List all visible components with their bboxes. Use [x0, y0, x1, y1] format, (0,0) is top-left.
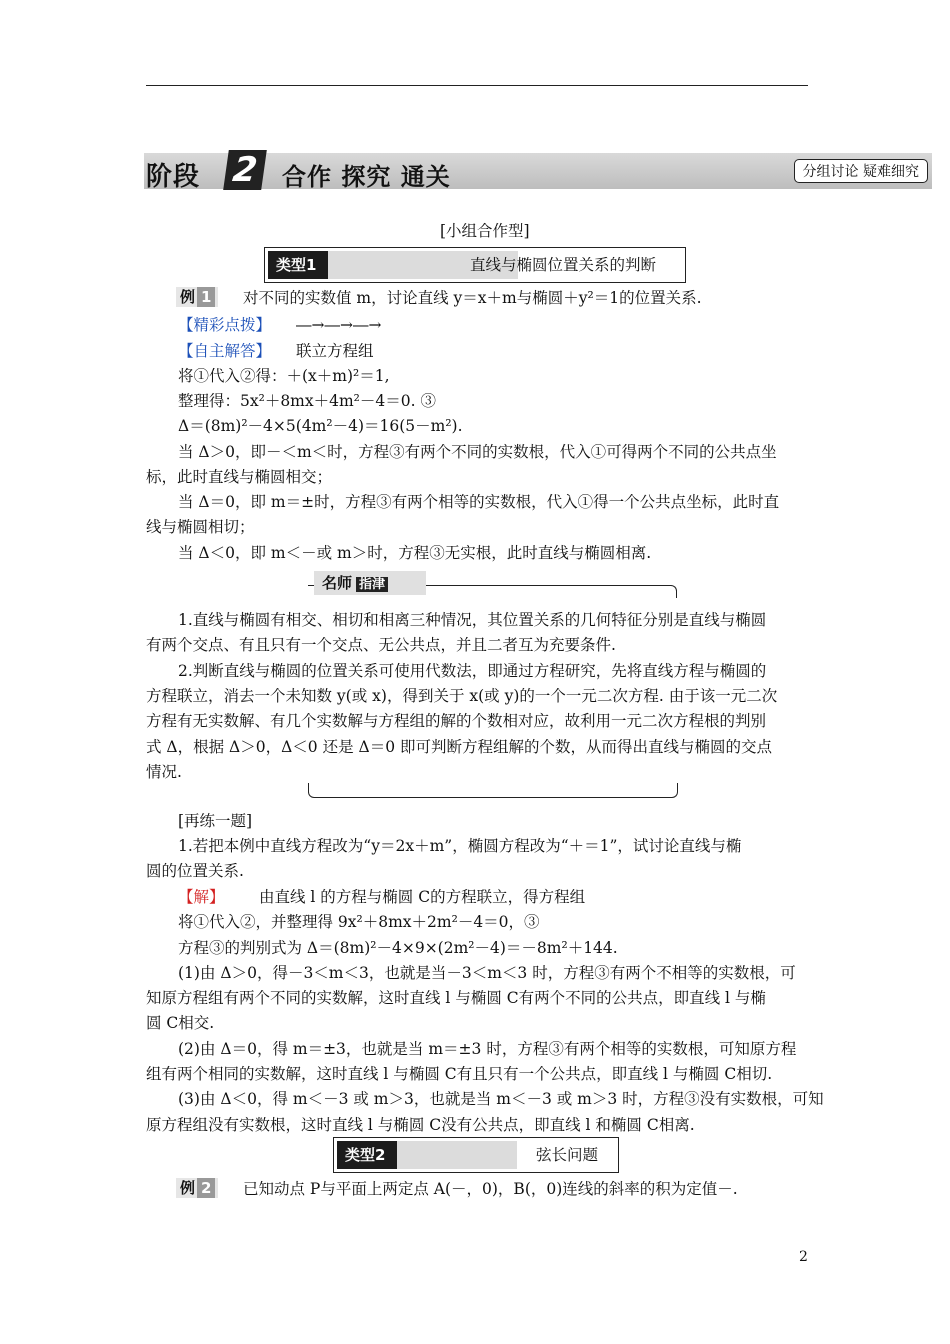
teacher-tab-text: 名师	[322, 574, 353, 592]
teacher-line: 1.直线与椭圆有相交、相切和相离三种情况，其位置关系的几何特征分别是直线与椭圆	[178, 611, 767, 629]
answer-line: Δ＝(8m)²－4×5(4m²－4)＝16(5－m²).	[178, 417, 463, 435]
stage-title: 合作 探究 通关	[282, 163, 451, 191]
example1-question: 对不同的实数值 m，讨论直线 y＝x＋m与椭圆＋y²＝1的位置关系.	[243, 289, 702, 307]
solution-line: 将①代入②，并整理得 9x²＋8mx＋2m²－4＝0，③	[178, 913, 540, 931]
example2-question: 已知动点 P与平面上两定点 A(－，0)，B(，0)连线的斜率的积为定值－.	[243, 1180, 738, 1198]
example1-badge	[176, 287, 218, 307]
teacher-line: 方程有无实数解、有几个实数解与方程组的解的个数相对应，故利用一元二次方程根的判别	[146, 712, 767, 730]
section-label: [小组合作型]	[440, 222, 530, 240]
page-number: 2	[799, 1249, 808, 1265]
stage-banner	[144, 150, 932, 192]
practice-question-line: 圆的位置关系.	[146, 862, 244, 880]
hint-arrows: ―→―→―→	[296, 316, 382, 334]
type2-label: 类型2	[337, 1141, 397, 1169]
type2-title: 弦长问题	[536, 1146, 599, 1164]
answer-line: 当 Δ＜0，即 m＜－或 m＞时，方程③无实根，此时直线与椭圆相离.	[178, 544, 652, 562]
solution-line: 方程③的判别式为 Δ＝(8m)²－4×9×(2m²－4)＝－8m²＋144.	[178, 939, 618, 957]
example2-badge-num: 2	[197, 1178, 215, 1198]
answer-label: 【自主解答】	[178, 342, 272, 360]
stage-tag: 分组讨论 疑难细究	[794, 159, 928, 183]
practice-question-line: 1.若把本例中直线方程改为“y＝2x＋m”，椭圆方程改为“＋＝1”，试讨论直线与椭	[178, 837, 742, 855]
answer-line: 当 Δ＝0，即 m＝±时，方程③有两个相等的实数根，代入①得一个公共点坐标，此时直	[178, 493, 780, 511]
teacher-tab	[314, 571, 426, 595]
solution-line: 组有两个相同的实数解，这时直线 l 与椭圆 C有且只有一个公共点，即直线 l 与椭圆 C相切.	[146, 1065, 773, 1083]
solution-line: (1)由 Δ＞0，得－3＜m＜3，也就是当－3＜m＜3 时，方程③有两个不相等的实数根，可	[178, 964, 796, 982]
solution-label: 【解】	[178, 888, 225, 906]
example1-badge-num: 1	[197, 287, 215, 307]
teacher-line: 方程联立，消去一个未知数 y(或 x)，得到关于 x(或 y)的一个一元二次方程. 由于该一元二次	[146, 687, 778, 705]
teacher-line: 2.判断直线与椭圆的位置关系可使用代数法，即通过方程研究，先将直线方程与椭圆的	[178, 662, 767, 680]
answer-line: 线与椭圆相切；	[146, 518, 255, 536]
solution-line: 圆 C相交.	[146, 1014, 215, 1032]
teacher-tab-inv: 指津	[356, 577, 388, 592]
solution-line: 原方程组没有实数根，这时直线 l 与椭圆 C没有公共点，即直线 l 和椭圆 C相离.	[146, 1116, 695, 1134]
solution-line: (2)由 Δ＝0，得 m＝±3，也就是当 m＝±3 时，方程③有两个相等的实数根，可知原方程	[178, 1040, 797, 1058]
stage-number: 2	[223, 150, 267, 190]
answer-line: 当 Δ＞0，即－＜m＜时，方程③有两个不同的实数根，代入①可得两个不同的公共点坐	[178, 443, 777, 461]
teacher-box-bottom-border	[308, 783, 678, 798]
type1-label: 类型1	[268, 251, 328, 279]
answer-line: 整理得：5x²＋8mx＋4m²－4＝0. ③	[178, 392, 436, 410]
answer-line: 联立方程组	[296, 342, 374, 360]
type2-grey-bar	[397, 1141, 517, 1169]
teacher-line: 式 Δ，根据 Δ＞0，Δ＜0 还是 Δ＝0 即可判断方程组解的个数，从而得出直线与椭圆的交点	[146, 738, 772, 756]
teacher-line: 情况.	[146, 763, 182, 781]
practice-label: [再练一题]	[178, 812, 253, 830]
type1-box	[264, 247, 686, 283]
top-rule	[146, 85, 808, 86]
example2-badge	[176, 1178, 218, 1198]
solution-line: (3)由 Δ＜0，得 m＜－3 或 m＞3，也就是当 m＜－3 或 m＞3 时，方程③没有实数根，可知	[178, 1090, 824, 1108]
solution-line: 由直线 l 的方程与椭圆 C的方程联立，得方程组	[259, 888, 586, 906]
solution-line: 知原方程组有两个不同的实数解，这时直线 l 与椭圆 C有两个不同的公共点，即直线 l 与椭	[146, 989, 766, 1007]
type1-title: 直线与椭圆位置关系的判断	[470, 256, 657, 274]
example1-badge-text: 例	[180, 288, 196, 306]
answer-line: 标，此时直线与椭圆相交；	[146, 468, 333, 486]
example2-badge-text: 例	[180, 1179, 196, 1197]
hint-label: 【精彩点拨】	[178, 316, 272, 334]
type2-box	[333, 1137, 619, 1173]
answer-line: 将①代入②得：＋(x＋m)²＝1,	[178, 367, 390, 385]
teacher-line: 有两个交点、有且只有一个交点、无公共点，并且二者互为充要条件.	[146, 636, 616, 654]
stage-label: 阶段	[146, 162, 201, 192]
